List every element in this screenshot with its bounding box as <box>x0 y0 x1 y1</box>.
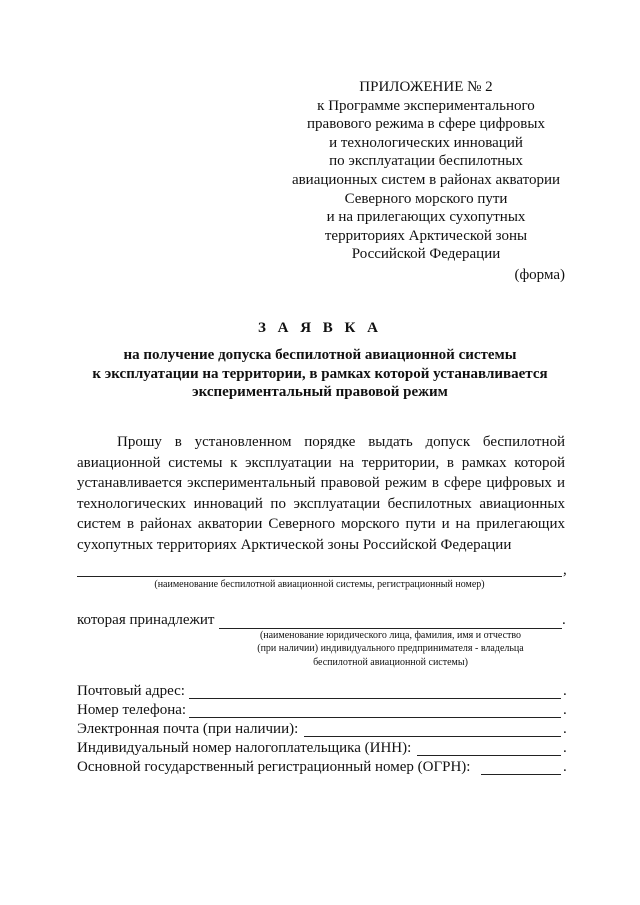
postal-address-label: Почтовый адрес: <box>77 683 185 699</box>
appendix-line: территориях Арктической зоны <box>324 227 528 244</box>
email-field <box>77 721 567 741</box>
email-trailing: . <box>563 721 567 737</box>
inn-label: Индивидуальный номер налогоплательщика (ИНН): <box>77 740 412 756</box>
appendix-header <box>290 78 562 264</box>
email-label: Электронная почта (при наличии): <box>77 721 299 737</box>
owner-caption-line: беспилотной авиационной системы) <box>313 656 468 668</box>
request-paragraph: Прошу в установленном порядке выдать допуск беспилотной авиационной системы к эксплуатации на территории, в рамках которой устанавливается экспериментальный правовой режим в сфере цифровых и технологических инноваций по эксплуатации беспилотных авиационных систем в районах акватории Северного морского пути и на прилегающих сухопутных территориях Арктической зоны Российской Федерации <box>77 434 565 553</box>
appendix-line: и на прилегающих сухопутных <box>326 209 526 226</box>
appendix-line: правового режима в сфере цифровых <box>307 116 545 133</box>
postal-address-trailing: . <box>563 683 567 699</box>
phone-trailing: . <box>563 702 567 718</box>
document-subtitle <box>60 346 580 402</box>
inn-trailing: . <box>563 740 567 756</box>
appendix-line: Российской Федерации <box>351 246 501 263</box>
form-label: (форма) <box>514 267 565 283</box>
document-title: З А Я В К А <box>257 320 383 336</box>
email-input-line[interactable] <box>304 721 561 737</box>
appendix-line: ПРИЛОЖЕНИЕ № 2 <box>359 79 493 95</box>
uas-name-input-line[interactable] <box>77 560 562 577</box>
owner-caption-line: (наименование юридического лица, фамилия, имя и отчество <box>259 630 522 641</box>
appendix-line: по эксплуатации беспилотных <box>329 153 523 170</box>
uas-name-trailing: , <box>563 562 567 578</box>
ogrn-field <box>77 759 567 779</box>
postal-address-field <box>77 683 567 703</box>
ogrn-label: Основной государственный регистрационный номер (ОГРН): <box>77 759 471 775</box>
owner-trailing: . <box>562 612 566 628</box>
subtitle-line: к эксплуатации на территории, в рамках которой устанавливается <box>92 365 548 382</box>
appendix-line: к Программе экспериментального <box>317 97 535 114</box>
appendix-line: и технологических инноваций <box>329 134 523 151</box>
ogrn-trailing: . <box>563 759 567 775</box>
subtitle-line: экспериментальный правовой режим <box>192 384 448 400</box>
inn-input-line[interactable] <box>417 740 561 756</box>
subtitle-line: на получение допуска беспилотной авиационной системы <box>123 347 517 363</box>
ogrn-input-line[interactable] <box>481 759 561 775</box>
postal-address-input-line[interactable] <box>189 683 561 699</box>
owner-input-line[interactable] <box>219 612 562 629</box>
inn-field <box>77 740 567 760</box>
appendix-line: Северного морского пути <box>344 190 508 207</box>
phone-label: Номер телефона: <box>77 702 187 718</box>
uas-name-caption: (наименование беспилотной авиационной системы, регистрационный номер) <box>154 579 485 590</box>
phone-field <box>77 702 567 722</box>
appendix-line: авиационных систем в районах акватории <box>291 171 561 188</box>
owner-caption <box>219 629 562 669</box>
phone-input-line[interactable] <box>189 702 561 718</box>
owner-label: которая принадлежит <box>77 612 215 628</box>
owner-caption-line: (при наличии) индивидуального предпринимателя - владельца <box>257 643 524 655</box>
